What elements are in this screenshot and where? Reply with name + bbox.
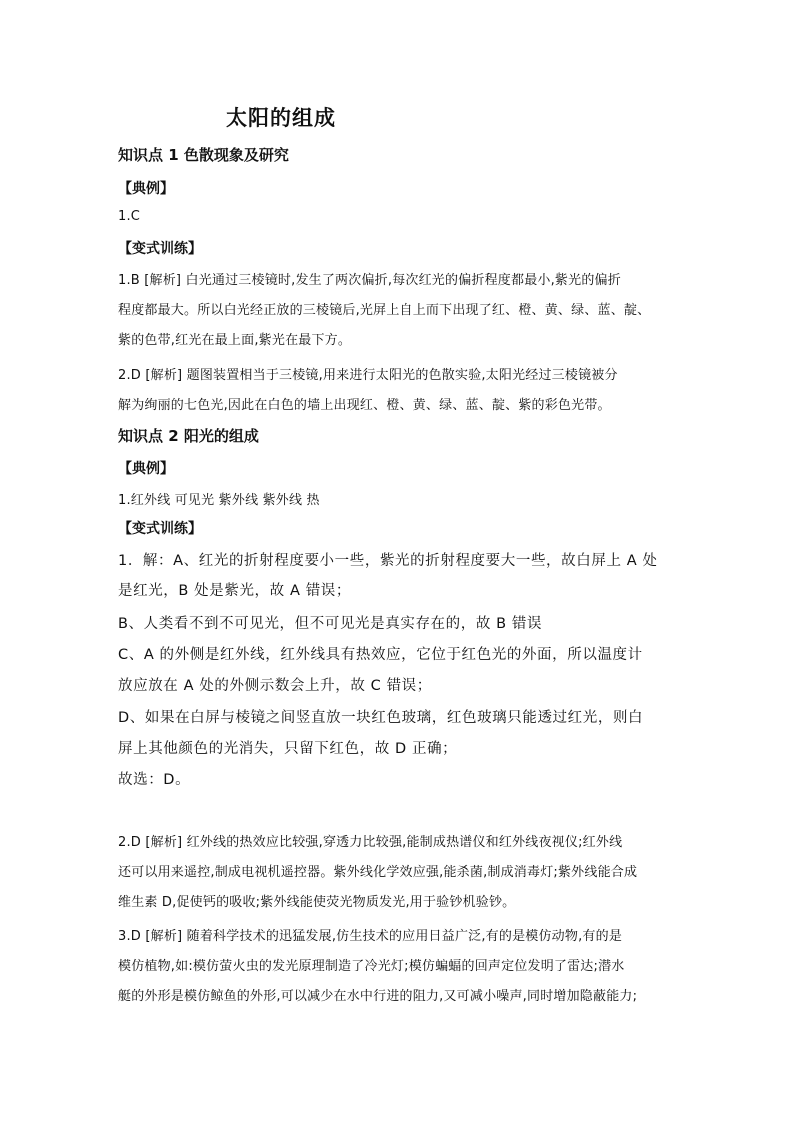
answer-line: 维生素 D,促使钙的吸收;紫外线能使荧光物质发光,用于验钞机验钞。 (118, 895, 516, 910)
example-tag-1: 【典例】 (118, 181, 174, 197)
answer-line: 放应放在 A 处的外侧示数会上升，故 C 错误； (118, 678, 432, 694)
answer-line: B、人类看不到不可见光，但不可见光是真实存在的，故 B 错误 (118, 616, 543, 632)
practice-tag-2: 【变式训练】 (118, 521, 202, 537)
document-title: 太阳的组成 (226, 106, 336, 130)
section-heading-1: 知识点 1 色散现象及研究 (118, 146, 289, 164)
answer-line: 1.B [解析] 白光通过三棱镜时,发生了两次偏折,每次红光的偏折程度都最小,紫光的偏折 (118, 273, 621, 288)
example-answer-1: 1.C (118, 209, 141, 224)
answer-line: 是红光，B 处是紫光，故 A 错误； (118, 583, 351, 599)
answer-line: 解为绚丽的七色光,因此在白色的墙上出现红、橙、黄、绿、蓝、靛、紫的彩色光带。 (118, 398, 611, 413)
section-heading-2: 知识点 2 阳光的组成 (118, 427, 259, 445)
answer-line: D、如果在白屏与棱镜之间竖直放一块红色玻璃，红色玻璃只能透过红光，则白 (118, 710, 644, 726)
answer-line: 2.D [解析] 红外线的热效应比较强,穿透力比较强,能制成热谱仪和红外线夜视仪;红外线 (118, 835, 623, 850)
answer-line: 1．解：A、红光的折射程度要小一些，紫光的折射程度要大一些，故白屏上 A 处 (118, 553, 658, 569)
answer-line: 还可以用来遥控,制成电视机遥控器。紫外线化学效应强,能杀菌,制成消毒灯;紫外线能合成 (118, 865, 638, 880)
practice-tag-1: 【变式训练】 (118, 241, 202, 257)
answer-line: 屏上其他颜色的光消失，只留下红色，故 D 正确； (118, 741, 458, 757)
example-answer-2: 1.红外线 可见光 紫外线 紫外线 热 (118, 493, 320, 508)
answer-line: 故选：D。 (118, 772, 191, 788)
answer-line: 紫的色带,红光在最上面,紫光在最下方。 (118, 333, 352, 348)
example-tag-2: 【典例】 (118, 461, 174, 477)
answer-line: 程度都最大。所以白光经正放的三棱镜后,光屏上自上而下出现了红、橙、黄、绿、蓝、靛、 (118, 303, 651, 318)
answer-line: C、A 的外侧是红外线，红外线具有热效应，它位于红色光的外面，所以温度计 (118, 647, 643, 663)
answer-line: 艇的外形是模仿鲸鱼的外形,可以减少在水中行进的阻力,又可减小噪声,同时增加隐蔽能力; (118, 989, 638, 1004)
answer-line: 3.D [解析] 随着科学技术的迅猛发展,仿生技术的应用日益广泛,有的是模仿动物,有的是 (118, 929, 623, 944)
answer-line: 模仿植物,如:模仿萤火虫的发光原理制造了冷光灯;模仿蝙蝠的回声定位发明了雷达;潜水 (118, 959, 625, 974)
answer-line: 2.D [解析] 题图装置相当于三棱镜,用来进行太阳光的色散实验,太阳光经过三棱镜被分 (118, 368, 618, 383)
